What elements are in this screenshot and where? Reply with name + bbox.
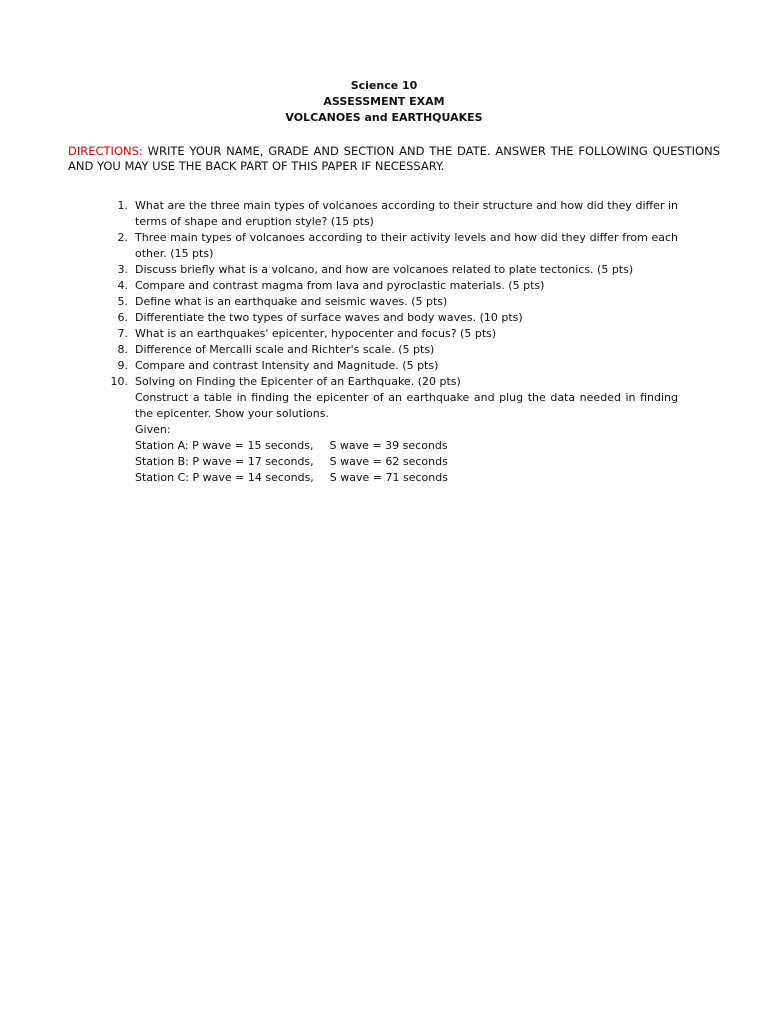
question-number: 7. <box>117 327 128 340</box>
question-number: 4. <box>117 279 128 292</box>
directions-paragraph <box>68 144 720 174</box>
question-text: Define what is an earthquake and seismic waves. (5 pts) <box>135 295 448 308</box>
station-row <box>135 438 678 454</box>
question-number: 9. <box>117 359 128 372</box>
question-item <box>117 310 678 326</box>
question-number: 10. <box>110 375 128 388</box>
question-text: What are the three main types of volcanoes according to their structure and how did they differ in terms of shape and eruption style? (15 pts) <box>135 199 678 228</box>
question-item <box>117 342 678 358</box>
question-number: 1. <box>117 199 128 212</box>
question-text: Discuss briefly what is a volcano, and how are volcanoes related to plate tectonics. (5 pts) <box>135 263 634 276</box>
subject-title: Science 10 <box>350 79 418 92</box>
question-item <box>117 358 678 374</box>
question-item <box>117 198 678 230</box>
question-item <box>117 326 678 342</box>
question-text: Difference of Mercalli scale and Richter's scale. (5 pts) <box>135 343 435 356</box>
question-number: 3. <box>117 263 128 276</box>
question-item <box>110 374 678 486</box>
directions-label: DIRECTIONS: <box>68 144 143 158</box>
directions-text: WRITE YOUR NAME, GRADE AND SECTION AND THE DATE. ANSWER THE FOLLOWING QUESTIONS AND YOU MAY USE THE BACK PART OF THIS PAPER IF NECESSARY. <box>68 144 720 173</box>
question-text: Three main types of volcanoes according to their activity levels and how did they differ from each other. (15 pts) <box>135 231 678 260</box>
question-text: What is an earthquakes' epicenter, hypocenter and focus? (5 pts) <box>135 327 497 340</box>
station-p-wave: Station A: P wave = 15 seconds, <box>135 439 314 452</box>
question-text: Solving on Finding the Epicenter of an Earthquake. (20 pts) <box>135 375 461 388</box>
station-s-wave: S wave = 71 seconds <box>329 471 448 484</box>
question-item <box>117 230 678 262</box>
question-number: 2. <box>117 231 128 244</box>
question-text: Differentiate the two types of surface waves and body waves. (10 pts) <box>135 311 523 324</box>
station-s-wave: S wave = 62 seconds <box>329 455 448 468</box>
question-list <box>0 198 768 486</box>
q10-instruction: Construct a table in finding the epicenter of an earthquake and plug the data needed in finding the epicenter. Show your solutions. <box>135 391 678 420</box>
station-s-wave: S wave = 39 seconds <box>329 439 448 452</box>
station-row <box>135 470 678 486</box>
station-p-wave: Station C: P wave = 14 seconds, <box>135 471 314 484</box>
question-text: Compare and contrast Intensity and Magnitude. (5 pts) <box>135 359 439 372</box>
question-item <box>117 278 678 294</box>
question-item <box>117 294 678 310</box>
question-number: 8. <box>117 343 128 356</box>
question-text: Compare and contrast magma from lava and pyroclastic materials. (5 pts) <box>135 279 545 292</box>
exam-title: ASSESSMENT EXAM <box>323 95 445 108</box>
given-label: Given: <box>135 423 171 436</box>
station-p-wave: Station B: P wave = 17 seconds, <box>135 455 314 468</box>
exam-header <box>0 78 768 126</box>
exam-topic: VOLCANOES and EARTHQUAKES <box>285 111 483 124</box>
question-number: 5. <box>117 295 128 308</box>
station-row <box>135 454 678 470</box>
question-number: 6. <box>117 311 128 324</box>
question-item <box>117 262 678 278</box>
